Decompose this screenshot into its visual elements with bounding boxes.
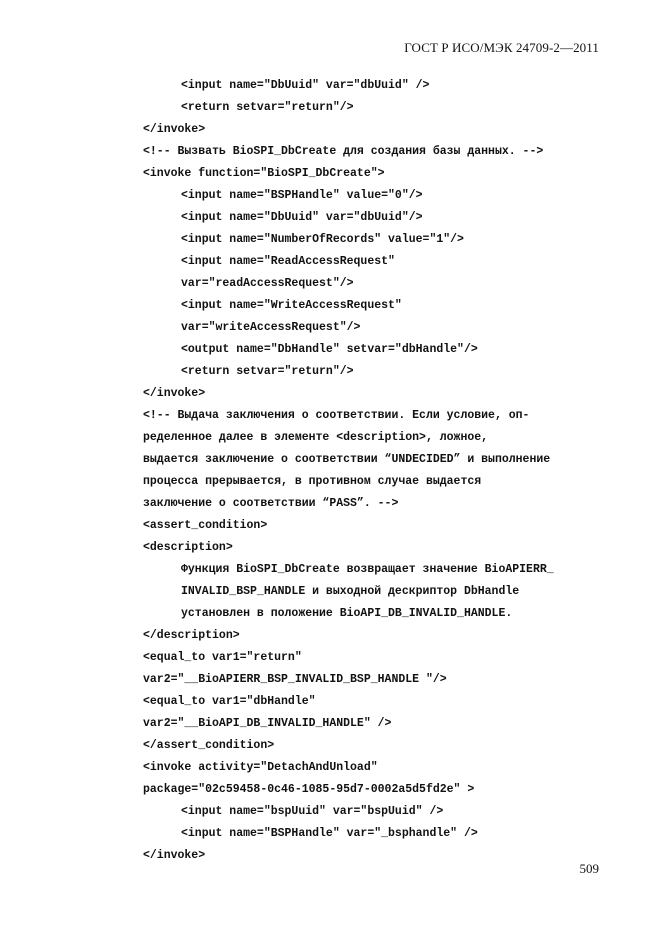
code-line: установлен в положение BioAPI_DB_INVALID_HANDLE. — [181, 607, 513, 620]
code-line: var2="__BioAPIERR_BSP_INVALID_BSP_HANDLE "/> — [143, 673, 447, 686]
code-line: </invoke> — [143, 387, 206, 400]
code-line: <input name="DbUuid" var="dbUuid"/> — [181, 211, 423, 224]
code-line: <!-- Выдача заключения о соответствии. Если условие, оп- — [143, 409, 530, 422]
code-line: <output name="DbHandle" setvar="dbHandle"/> — [181, 343, 478, 356]
page-number: 509 — [579, 861, 599, 876]
code-line: <return setvar="return"/> — [181, 101, 354, 114]
code-line: выдается заключение о соответствии “UNDECIDED” и выполнение — [143, 453, 551, 466]
code-line: заключение о соответствии “PASS”. --> — [143, 497, 399, 510]
code-line: <equal_to var1="dbHandle" — [143, 695, 316, 708]
code-line: <invoke activity="DetachAndUnload" — [143, 761, 378, 774]
code-line: <input name="ReadAccessRequest" — [181, 255, 395, 268]
code-line: </invoke> — [143, 849, 206, 862]
code-line: var="writeAccessRequest"/> — [181, 321, 361, 334]
code-line: <input name="DbUuid" var="dbUuid" /> — [181, 79, 430, 92]
code-line: процесса прерывается, в противном случае выдается — [143, 475, 482, 488]
code-line: <input name="BSPHandle" var="_bsphandle" /> — [181, 827, 478, 840]
code-line: </invoke> — [143, 123, 206, 136]
code-line: package="02c59458-0c46-1085-95d7-0002a5d5fd2e" > — [143, 783, 475, 796]
code-line: <return setvar="return"/> — [181, 365, 354, 378]
code-line: <input name="NumberOfRecords" value="1"/> — [181, 233, 464, 246]
code-line: <assert_condition> — [143, 519, 268, 532]
code-line: <invoke function="BioSPI_DbCreate"> — [143, 167, 385, 180]
code-line: <input name="bspUuid" var="bspUuid" /> — [181, 805, 444, 818]
code-line: </description> — [143, 629, 240, 642]
code-line: </assert_condition> — [143, 739, 275, 752]
code-line: var="readAccessRequest"/> — [181, 277, 354, 290]
code-line: Функция BioSPI_DbCreate возвращает значение BioAPIERR_ — [181, 563, 554, 576]
code-line: <input name="WriteAccessRequest" — [181, 299, 402, 312]
code-line: var2="__BioAPI_DB_INVALID_HANDLE" /> — [143, 717, 392, 730]
code-line: <input name="BSPHandle" value="0"/> — [181, 189, 423, 202]
code-line: INVALID_BSP_HANDLE и выходной дескриптор DbHandle — [181, 585, 520, 598]
code-line: ределенное далее в элементе <description>, ложное, — [143, 431, 489, 444]
code-line: <description> — [143, 541, 233, 554]
code-line: <equal_to var1="return" — [143, 651, 302, 664]
code-line: <!-- Вызвать BioSPI_DbCreate для создания базы данных. --> — [143, 145, 544, 158]
document-header: ГОСТ Р ИСО/МЭК 24709-2—2011 — [404, 40, 599, 55]
code-listing — [143, 78, 554, 870]
